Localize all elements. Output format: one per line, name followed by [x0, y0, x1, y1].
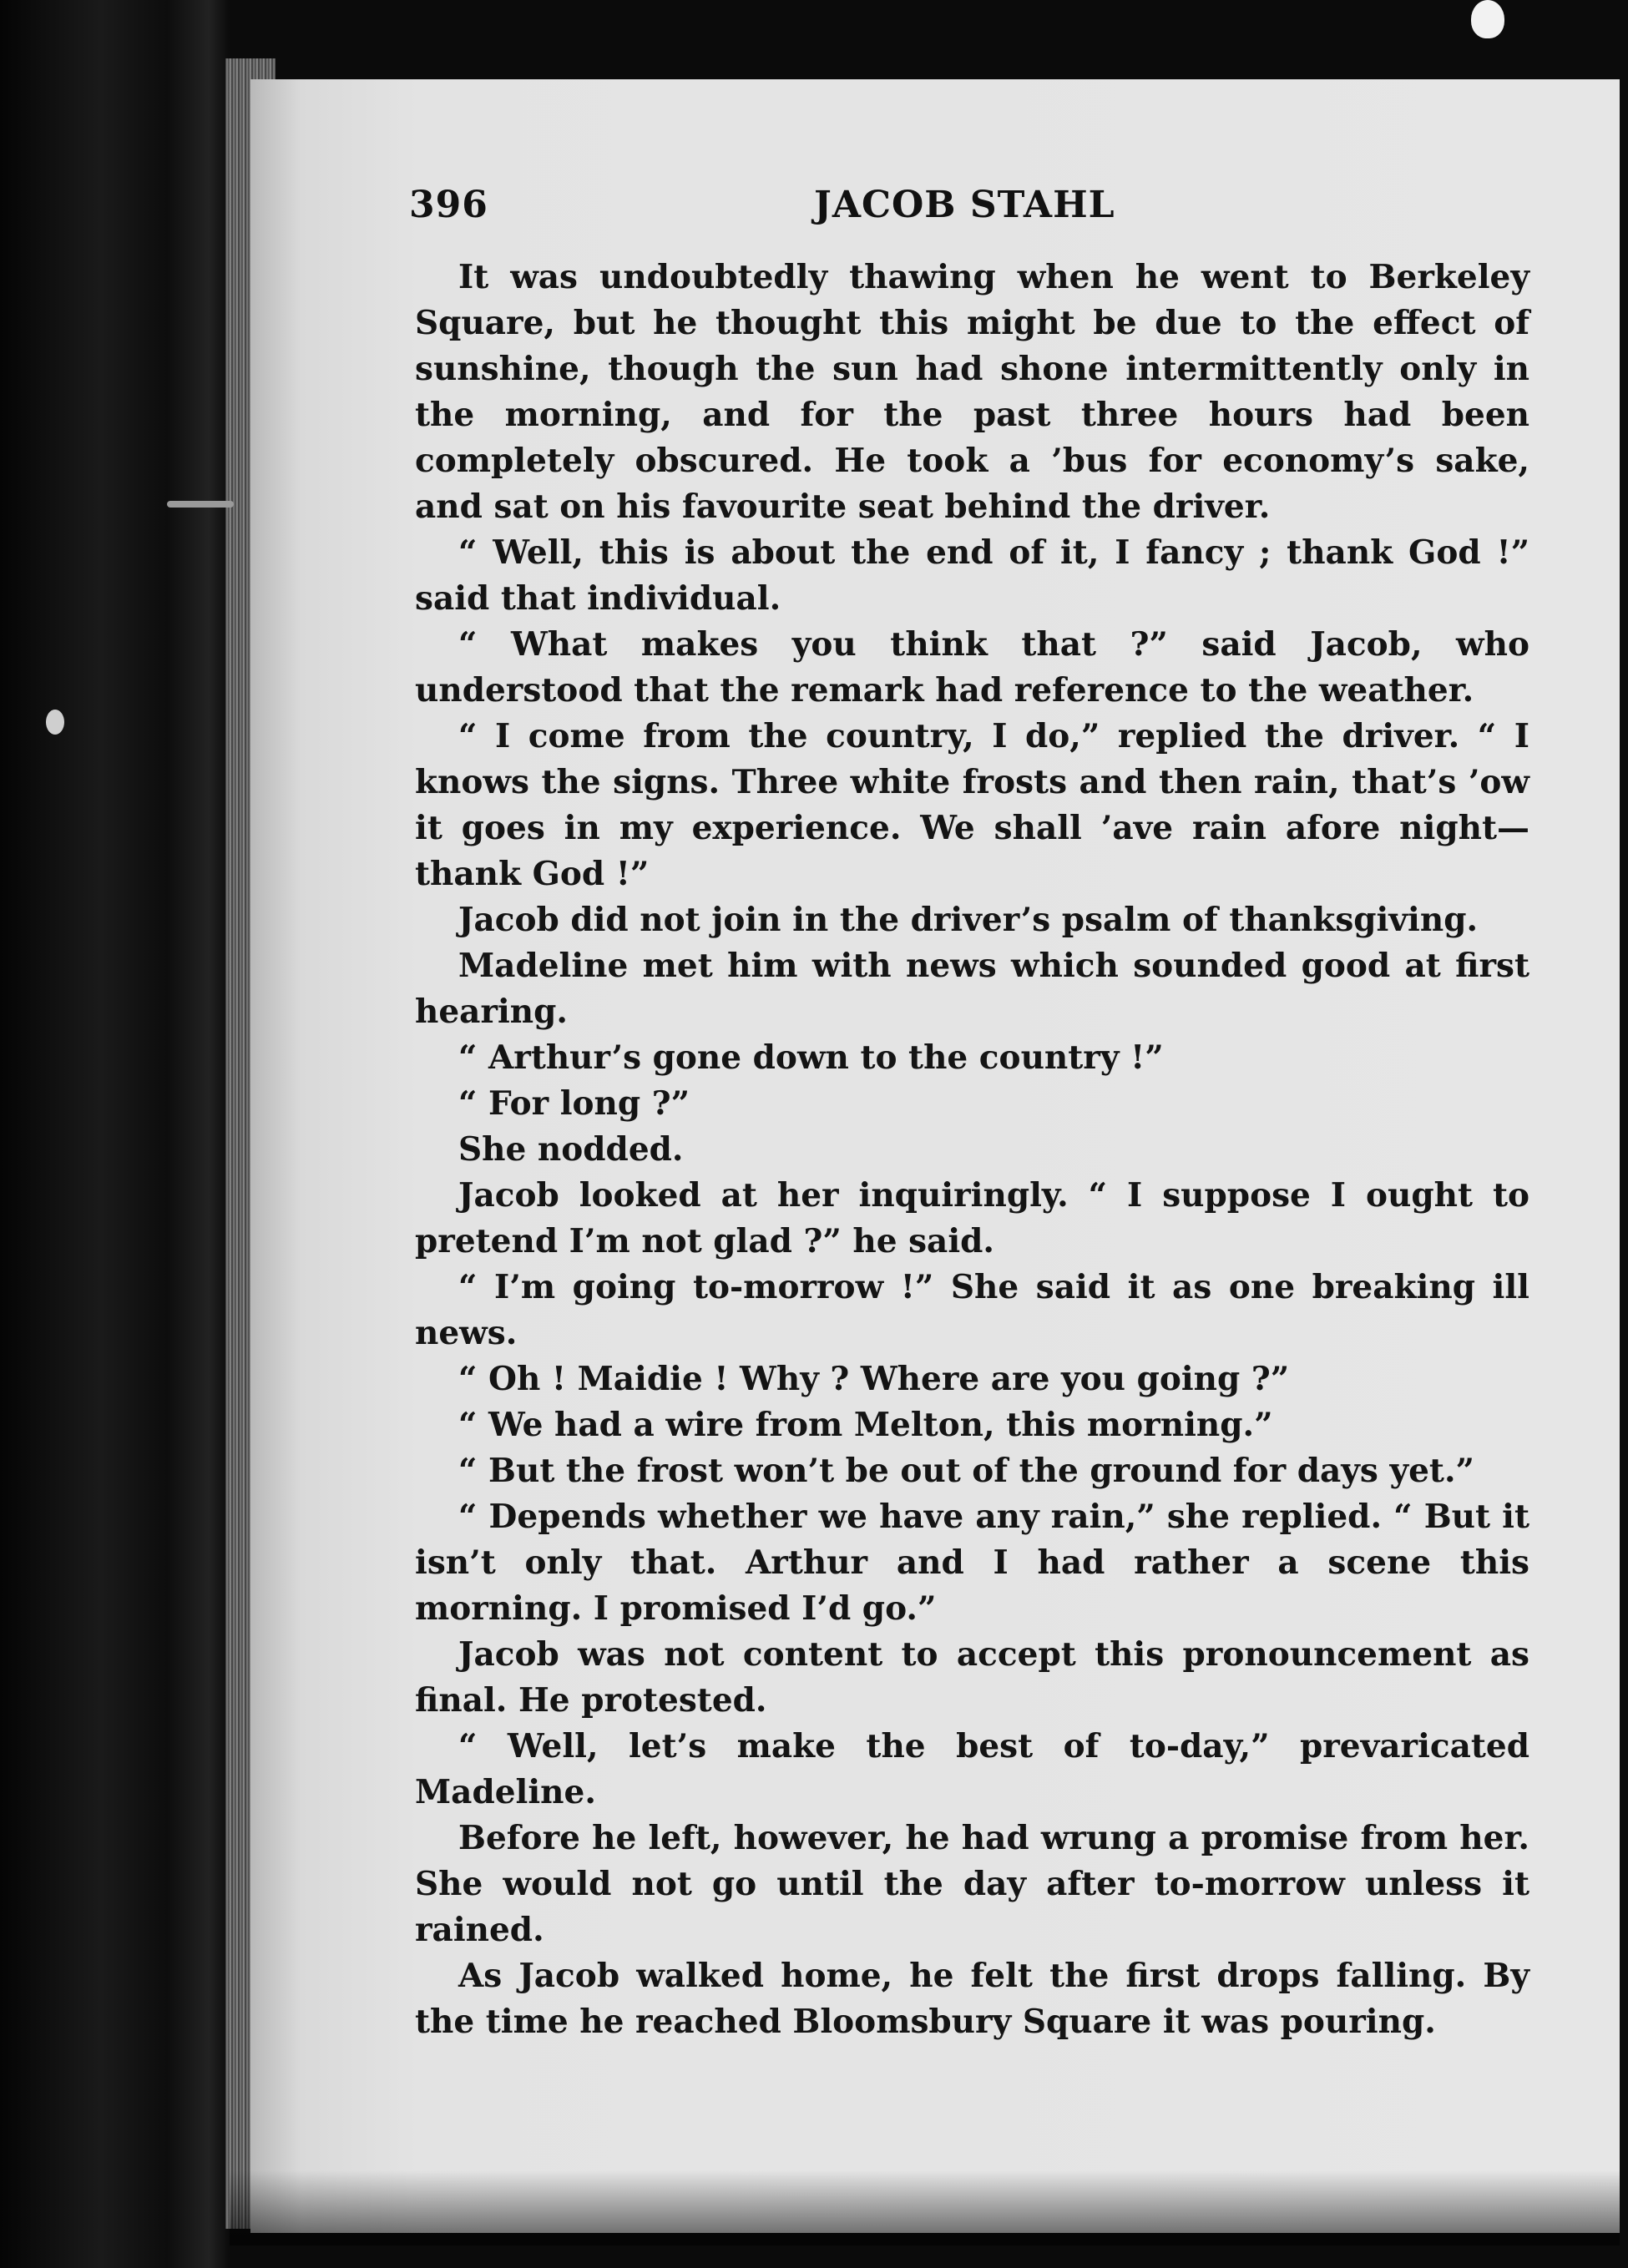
paragraph: As Jacob walked home, he felt the first drops falling. By the time he reached Bloomsbury Square it was pouring. — [415, 1957, 1529, 2041]
running-title: JACOB STAHL — [814, 184, 1115, 226]
paragraph: “ I come from the country, I do,” replied the driver. “ I knows the signs. Three white frosts and then rain, that’s ’ow it goes in my experience. We shall ’ave rain afore night—thank God !” — [415, 717, 1529, 893]
paragraph: It was undoubtedly thawing when he went to Berkeley Square, but he thought this might be due to the effect of sunshine, though the sun had shone intermittently only in the morning, and for the past three hours had been completely obscured. He took a ’bus for economy’s sake, and sat on his favourite seat behind the driver. — [415, 258, 1529, 526]
paragraph: “ For long ?” — [458, 1084, 690, 1123]
paragraph: “ What makes you think that ?” said Jacob, who understood that the remark had reference to the weather. — [415, 625, 1529, 710]
scan-speck — [167, 501, 234, 508]
paragraph: “ Well, this is about the end of it, I fancy ; thank God !” said that individual. — [415, 533, 1529, 618]
paragraph: “ Oh ! Maidie ! Why ? Where are you going ?” — [458, 1360, 1290, 1398]
paragraph: “ I’m going to-morrow !” She said it as one breaking ill news. — [415, 1268, 1529, 1352]
paragraph: She nodded. — [458, 1130, 684, 1169]
paragraph: “ But the frost won’t be out of the ground for days yet.” — [458, 1452, 1474, 1490]
paragraph: “ Arthur’s gone down to the country !” — [458, 1038, 1164, 1077]
paragraph: Madeline met him with news which sounded good at first hearing. — [415, 947, 1529, 1031]
paragraph: “ We had a wire from Melton, this morning.” — [458, 1406, 1273, 1444]
paragraph: “ Depends whether we have any rain,” she replied. “ But it isn’t only that. Arthur and I had rather a scene this morning. I promised I’d go.” — [415, 1498, 1529, 1628]
scan-mark — [1471, 0, 1504, 38]
page-number: 396 — [409, 184, 488, 226]
bottom-shadow — [230, 2170, 1620, 2245]
scan-speck — [46, 710, 64, 735]
paragraph: Before he left, however, he had wrung a promise from her. She would not go until the day after to-morrow unless it rained. — [415, 1819, 1529, 1949]
paragraph: Jacob did not join in the driver’s psalm of thanksgiving. — [458, 901, 1479, 939]
paragraph: Jacob looked at her inquiringly. “ I suppose I ought to pretend I’m not glad ?” he said. — [415, 1176, 1529, 1260]
body-text — [415, 255, 1529, 2045]
paragraph: Jacob was not content to accept this pronouncement as final. He protested. — [415, 1635, 1529, 1720]
running-head — [409, 184, 1119, 242]
paragraph: “ Well, let’s make the best of to-day,” prevaricated Madeline. — [415, 1727, 1529, 1811]
